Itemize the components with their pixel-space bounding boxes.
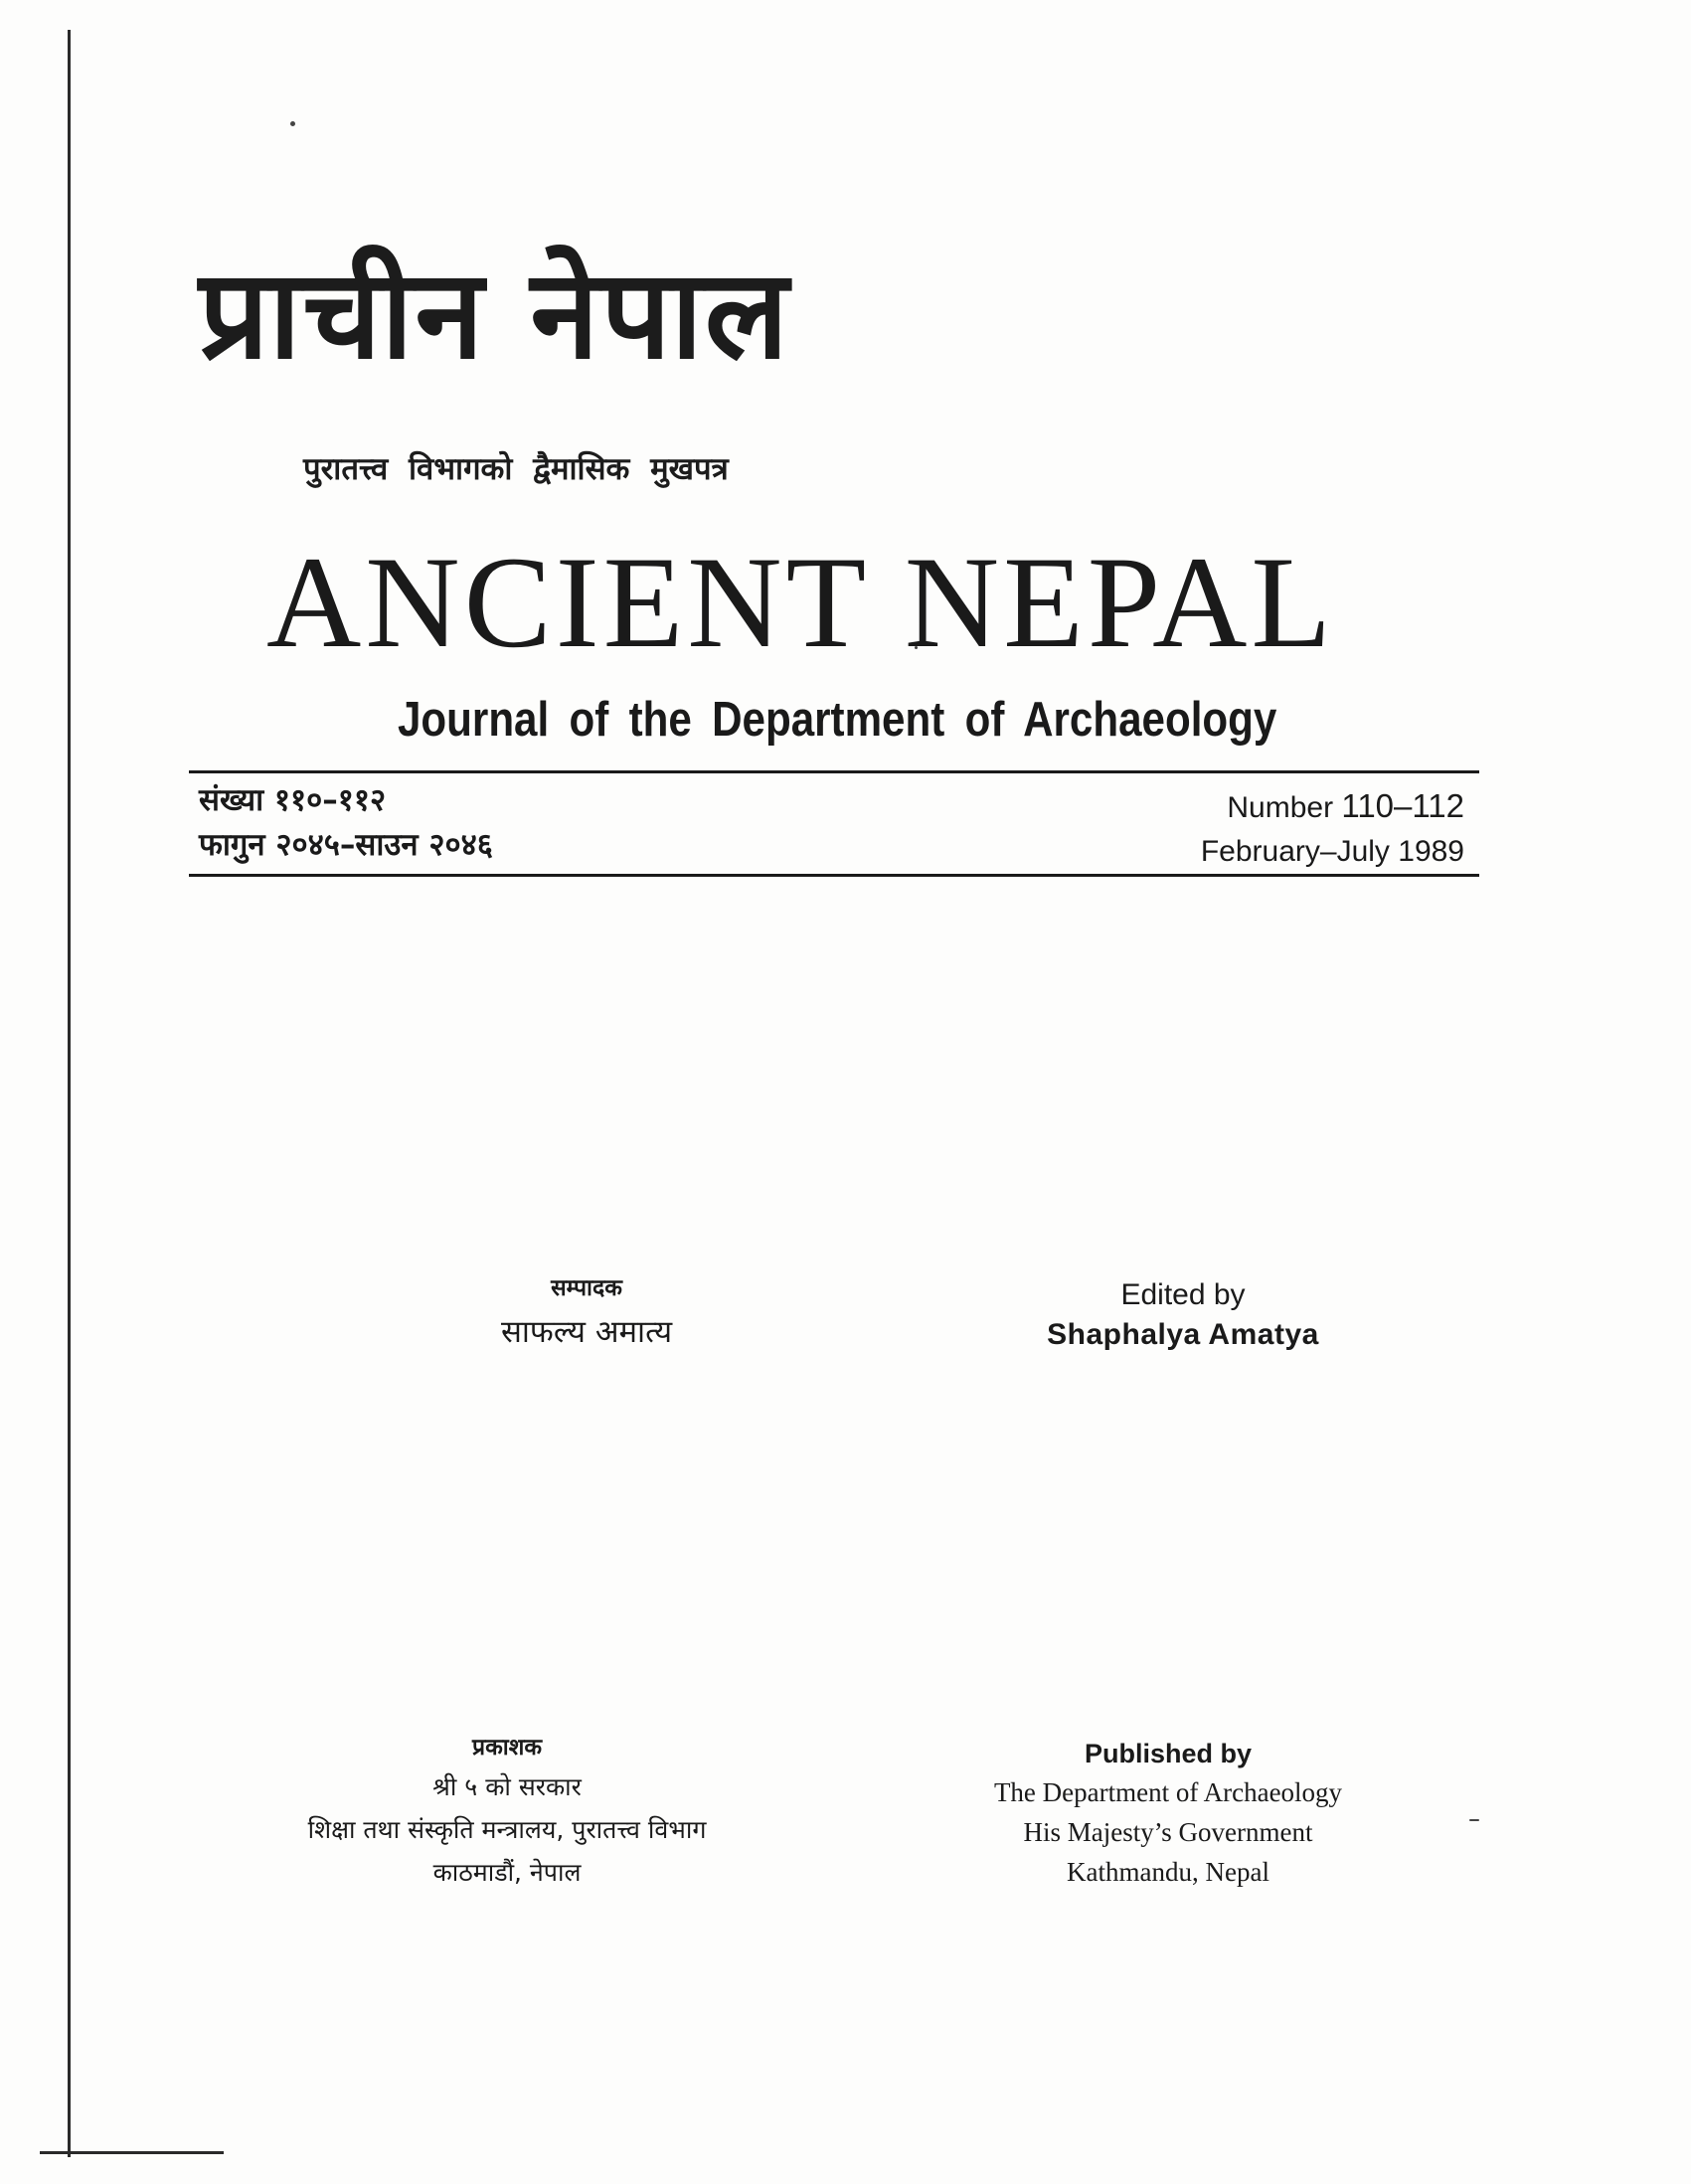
publisher-line-english: His Majesty’s Government xyxy=(1023,1817,1313,1847)
publisher-block-nepali xyxy=(229,1730,785,1894)
publisher-line-nepali: शिक्षा तथा संस्कृति मन्त्रालय, पुरातत्त्व विभाग xyxy=(307,1815,707,1844)
issue-number-value: 110–112 xyxy=(1341,787,1464,824)
nepali-title: प्राचीन नेपाल xyxy=(199,244,790,387)
publisher-line-english: Kathmandu, Nepal xyxy=(1067,1857,1269,1887)
corner-mark xyxy=(40,2151,224,2154)
nepali-subtitle: पुरातत्त्व विभागको द्वैमासिक मुखपत्र xyxy=(303,451,729,487)
issue-info-english xyxy=(1201,784,1464,874)
issue-number-label: Number xyxy=(1227,791,1334,824)
editor-name-nepali: साफल्य अमात्य xyxy=(500,1314,673,1350)
publisher-block-english xyxy=(949,1735,1387,1892)
publisher-line-nepali: काठमाडौं, नेपाल xyxy=(432,1858,582,1887)
top-rule xyxy=(189,770,1479,773)
issue-info-nepali xyxy=(199,778,493,868)
publisher-line-english: The Department of Archaeology xyxy=(993,1777,1343,1807)
editor-name-english: Shaphalya Amatya xyxy=(1047,1318,1319,1351)
editor-block-english xyxy=(1004,1275,1362,1355)
issue-number-nepali: संख्या ११०–११२ xyxy=(199,782,387,818)
english-subtitle: Journal of the Department of Archaeology xyxy=(398,693,1277,747)
english-title: ANCIENT NEPAL xyxy=(266,529,1336,675)
editor-block-nepali xyxy=(388,1270,785,1358)
publisher-line-nepali: श्री ५ को सरकार xyxy=(432,1772,582,1801)
editor-label-nepali: सम्पादक xyxy=(551,1275,622,1301)
issue-date-nepali: फागुन २०४५–साउन २०४६ xyxy=(199,827,493,863)
scan-speck xyxy=(290,121,295,126)
publisher-label-english: Published by xyxy=(1084,1739,1253,1768)
publisher-label-nepali: प्रकाशक xyxy=(471,1735,542,1761)
binding-edge-line xyxy=(68,30,71,2157)
editor-label-english: Edited by xyxy=(1120,1278,1246,1311)
issue-date-english: February–July 1989 xyxy=(1200,835,1464,868)
scan-speck xyxy=(1469,1819,1479,1821)
issue-number-english xyxy=(1201,784,1464,830)
bottom-rule xyxy=(189,874,1479,877)
